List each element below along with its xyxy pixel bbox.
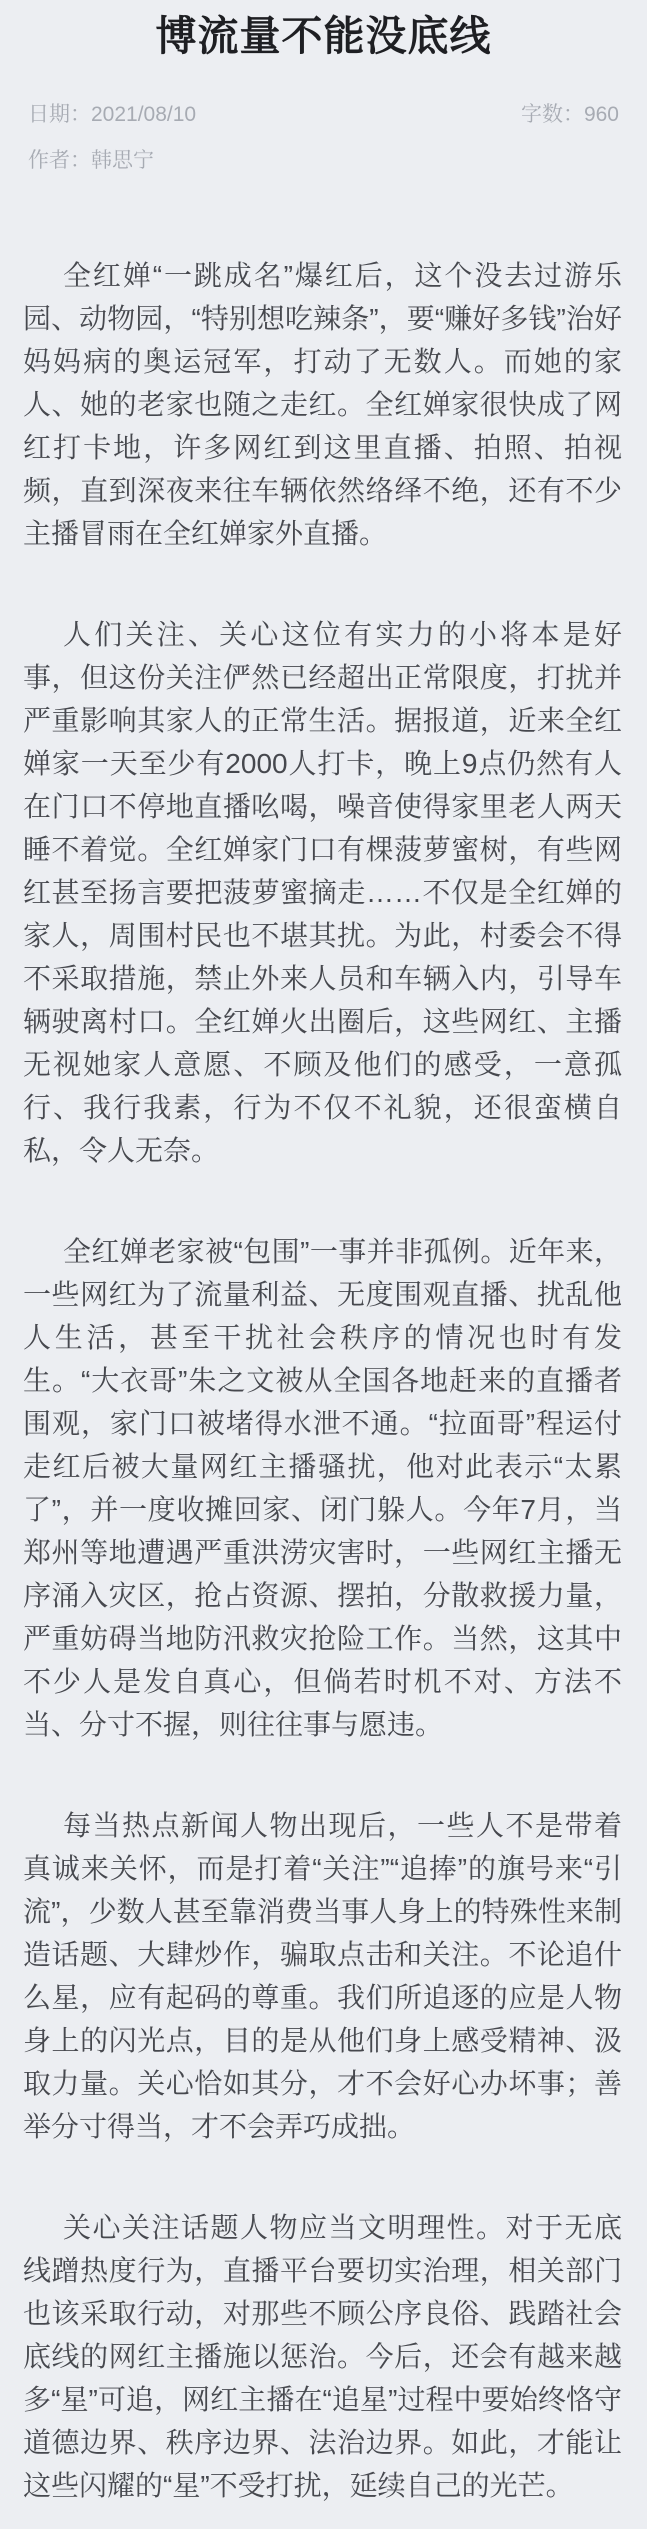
meta-row-author xyxy=(28,148,619,174)
author-text: 作者：韩思宁 xyxy=(28,149,154,172)
article-body xyxy=(0,254,647,2507)
meta-row-top xyxy=(28,102,619,128)
paragraph: 关心关注话题人物应当文明理性。对于无底线蹭热度行为，直播平台要切实治理，相关部门也该采取行动，对那些不顾公序良俗、践踏社会底线的网红主播施以惩治。今后，还会有越来越多“星”可追，网红主播在“追星”过程中要始终恪守道德边界、秩序边界、法治边界。如此，才能让这些闪耀的“星”不受打扰，延续自己的光芒。 xyxy=(23,2212,622,2501)
article-title: 博流量不能没底线 xyxy=(155,13,492,59)
paragraph: 每当热点新闻人物出现后，一些人不是带着真诚来关怀，而是打着“关注”“追捧”的旗号来“引流”，少数人甚至靠消费当事人身上的特殊性来制造话题、大肆炒作，骗取点击和关注。不论追什么星，应有起码的尊重。我们所追逐的应是人物身上的闪光点，目的是从他们身上感受精神、汲取力量。关心恰如其分，才不会好心办坏事；善举分寸得当，才不会弄巧成拙。 xyxy=(23,1810,622,2142)
date-text: 日期：2021/08/10 xyxy=(28,103,197,126)
paragraph: 人们关注、关心这位有实力的小将本是好事，但这份关注俨然已经超出正常限度，打扰并严重影响其家人的正常生活。据报道，近来全红婵家一天至少有2000人打卡，晚上9点仍然有人在门口不停地直播吆喝，噪音使得家里老人两天睡不着觉。全红婵家门口有棵菠萝蜜树，有些网红甚至扬言要把菠萝蜜摘走……不仅是全红婵的家人，周围村民也不堪其扰。为此，村委会不得不采取措施，禁止外来人员和车辆入内，引导车辆驶离村口。全红婵火出圈后，这些网红、主播无视她家人意愿、不顾及他们的感受，一意孤行、我行我素，行为不仅不礼貌，还很蛮横自私，令人无奈。 xyxy=(23,619,622,1166)
paragraph: 全红婵老家被“包围”一事并非孤例。近年来，一些网红为了流量利益、无度围观直播、扰乱他人生活，甚至干扰社会秩序的情况也时有发生。“大衣哥”朱之文被从全国各地赶来的直播者围观，家门口被堵得水泄不通。“拉面哥”程运付走红后被大量网红主播骚扰，他对此表示“太累了”，并一度收摊回家、闭门躲人。今年7月，当郑州等地遭遇严重洪涝灾害时，一些网红主播无序涌入灾区，抢占资源、摆拍，分散救援力量，严重妨碍当地防汛救灾抢险工作。当然，这其中不少人是发自真心，但倘若时机不对、方法不当、分寸不握，则往往事与愿违。 xyxy=(23,1236,622,1740)
paragraph: 全红婵“一跳成名”爆红后，这个没去过游乐园、动物园，“特别想吃辣条”，要“赚好多钱”治好妈妈病的奥运冠军，打动了无数人。而她的家人、她的老家也随之走红。全红婵家很快成了网红打卡地，许多网红到这里直播、拍照、拍视频，直到深夜来往车辆依然络绎不绝，还有不少主播冒雨在全红婵家外直播。 xyxy=(23,260,622,549)
word-count-text: 字数：960 xyxy=(520,103,619,126)
